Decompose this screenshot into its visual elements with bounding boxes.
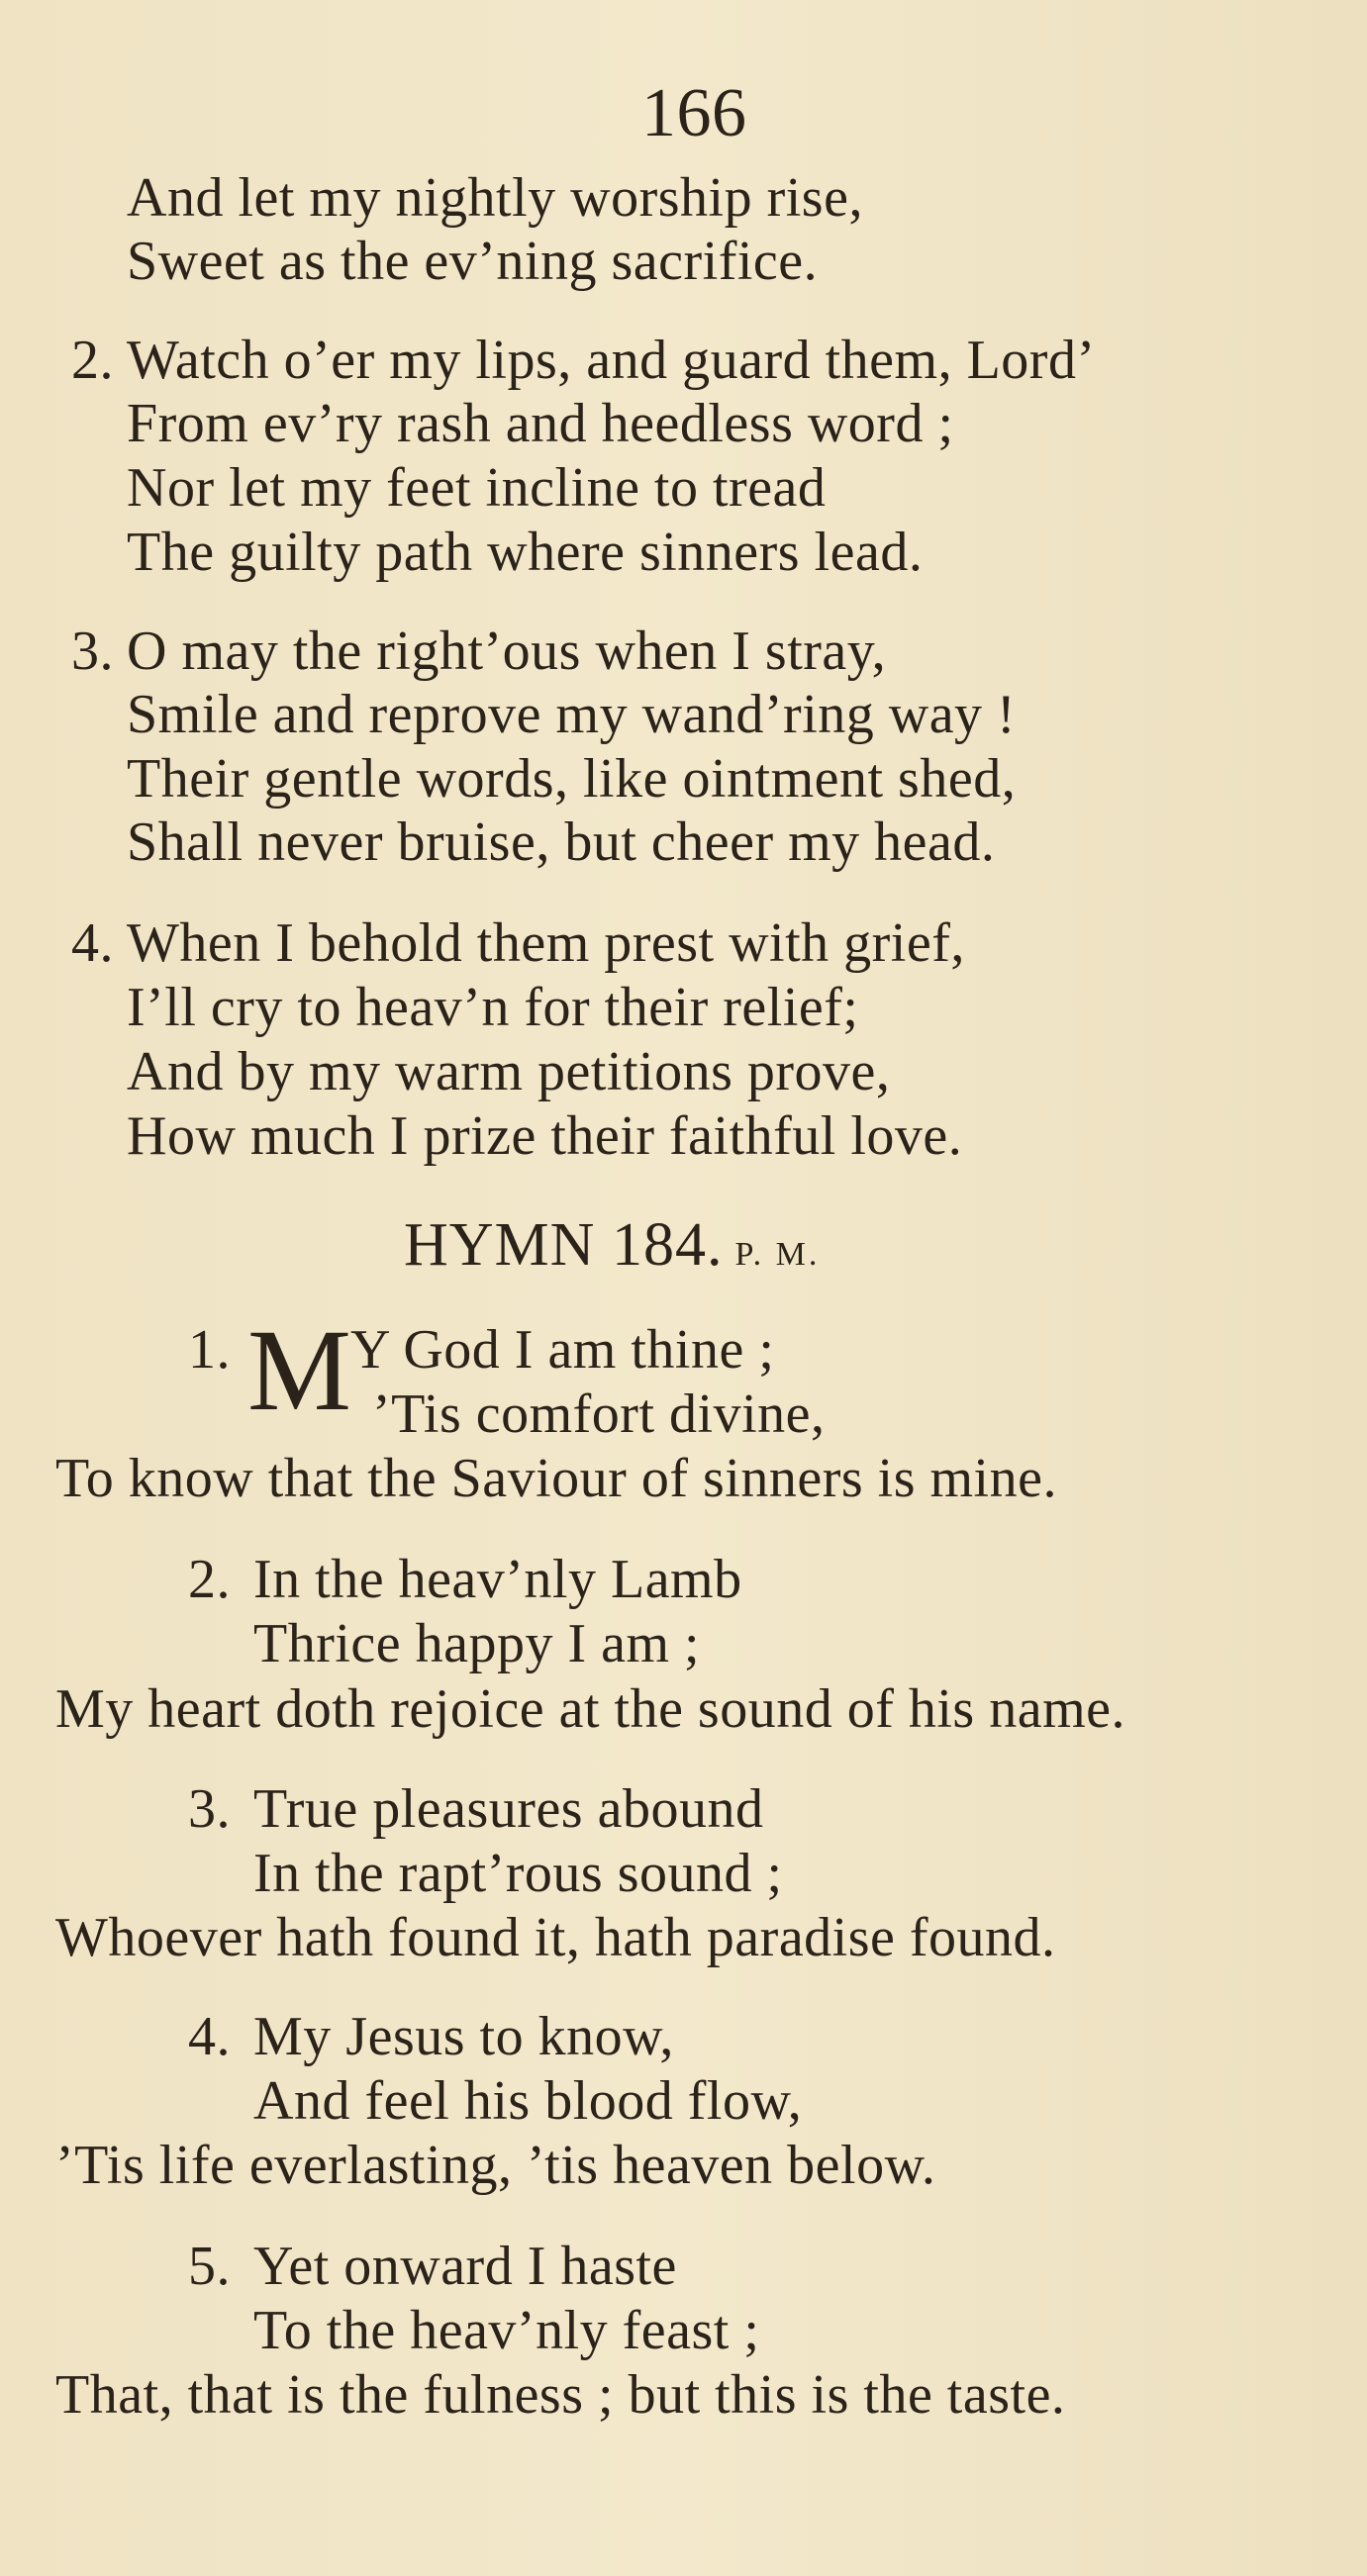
verse-line: To know that the Saviour of sinners is mine. [55,1448,1057,1509]
verse-line: And feel his blood flow, [253,2070,803,2132]
hymn-title [404,1211,821,1279]
verse-line: True pleasures abound [253,1778,764,1840]
verse-line: In the heav’nly Lamb [253,1549,742,1610]
verse-line: To the heav’nly feast ; [253,2300,760,2361]
verse-line: Y God I am thine ; [350,1319,775,1381]
hymn-meter: P. M. [734,1236,821,1273]
verse-line: Watch o’er my lips, and guard them, Lordʼ [127,330,1096,391]
verse-line: I’ll cry to heav’n for their relief; [127,977,859,1038]
verse-line: Smile and reprove my wand’ring way ! [127,684,1017,745]
page-number: 166 [641,75,747,151]
verse-line: O may the right’ous when I stray, [127,620,887,682]
verse-line: When I behold them prest with grief, [127,912,965,974]
verse-line: Thrice happy I am ; [253,1613,701,1674]
stanza-number: 3. [188,1778,231,1840]
stanza-number: 4. [188,2006,231,2067]
verse-line: The guilty path where sinners lead. [127,522,924,583]
verse-line: Nor let my feet incline to tread [127,457,827,519]
verse-line: How much I prize their faithful love. [127,1105,963,1167]
verse-line: From ev’ry rash and heedless word ; [127,393,954,454]
verse-line: ’Tis comfort divine, [372,1383,826,1445]
verse-line: And by my warm petitions prove, [127,1041,891,1102]
verse-line: That, that is the fulness ; but this is the taste. [55,2364,1066,2426]
verse-line: Sweet as the ev’ning sacrifice. [127,231,819,292]
verse-line: Shall never bruise, but cheer my head. [127,811,996,873]
stanza-number: 3. [71,620,114,682]
verse-line: Yet onward I haste [253,2236,677,2297]
verse-line: And let my nightly worship rise, [127,167,863,229]
hymn-number: HYMN 184. [404,1211,724,1279]
stanza-number: 2. [188,1549,231,1610]
drop-cap: M [247,1305,351,1435]
stanza-number: 4. [71,912,114,974]
stanza-number: 5. [188,2236,231,2297]
verse-line: Their gentle words, like ointment shed, [127,748,1017,810]
verse-line: Whoever hath found it, hath paradise found. [55,1907,1056,1968]
stanza-number: 1. [188,1319,231,1381]
verse-line: In the rapt’rous sound ; [253,1843,783,1904]
verse-line: ’Tis life everlasting, ’tis heaven below. [55,2135,936,2196]
verse-line: My heart doth rejoice at the sound of his name. [55,1678,1125,1740]
verse-line: My Jesus to know, [253,2006,674,2067]
stanza-number: 2. [71,330,114,391]
